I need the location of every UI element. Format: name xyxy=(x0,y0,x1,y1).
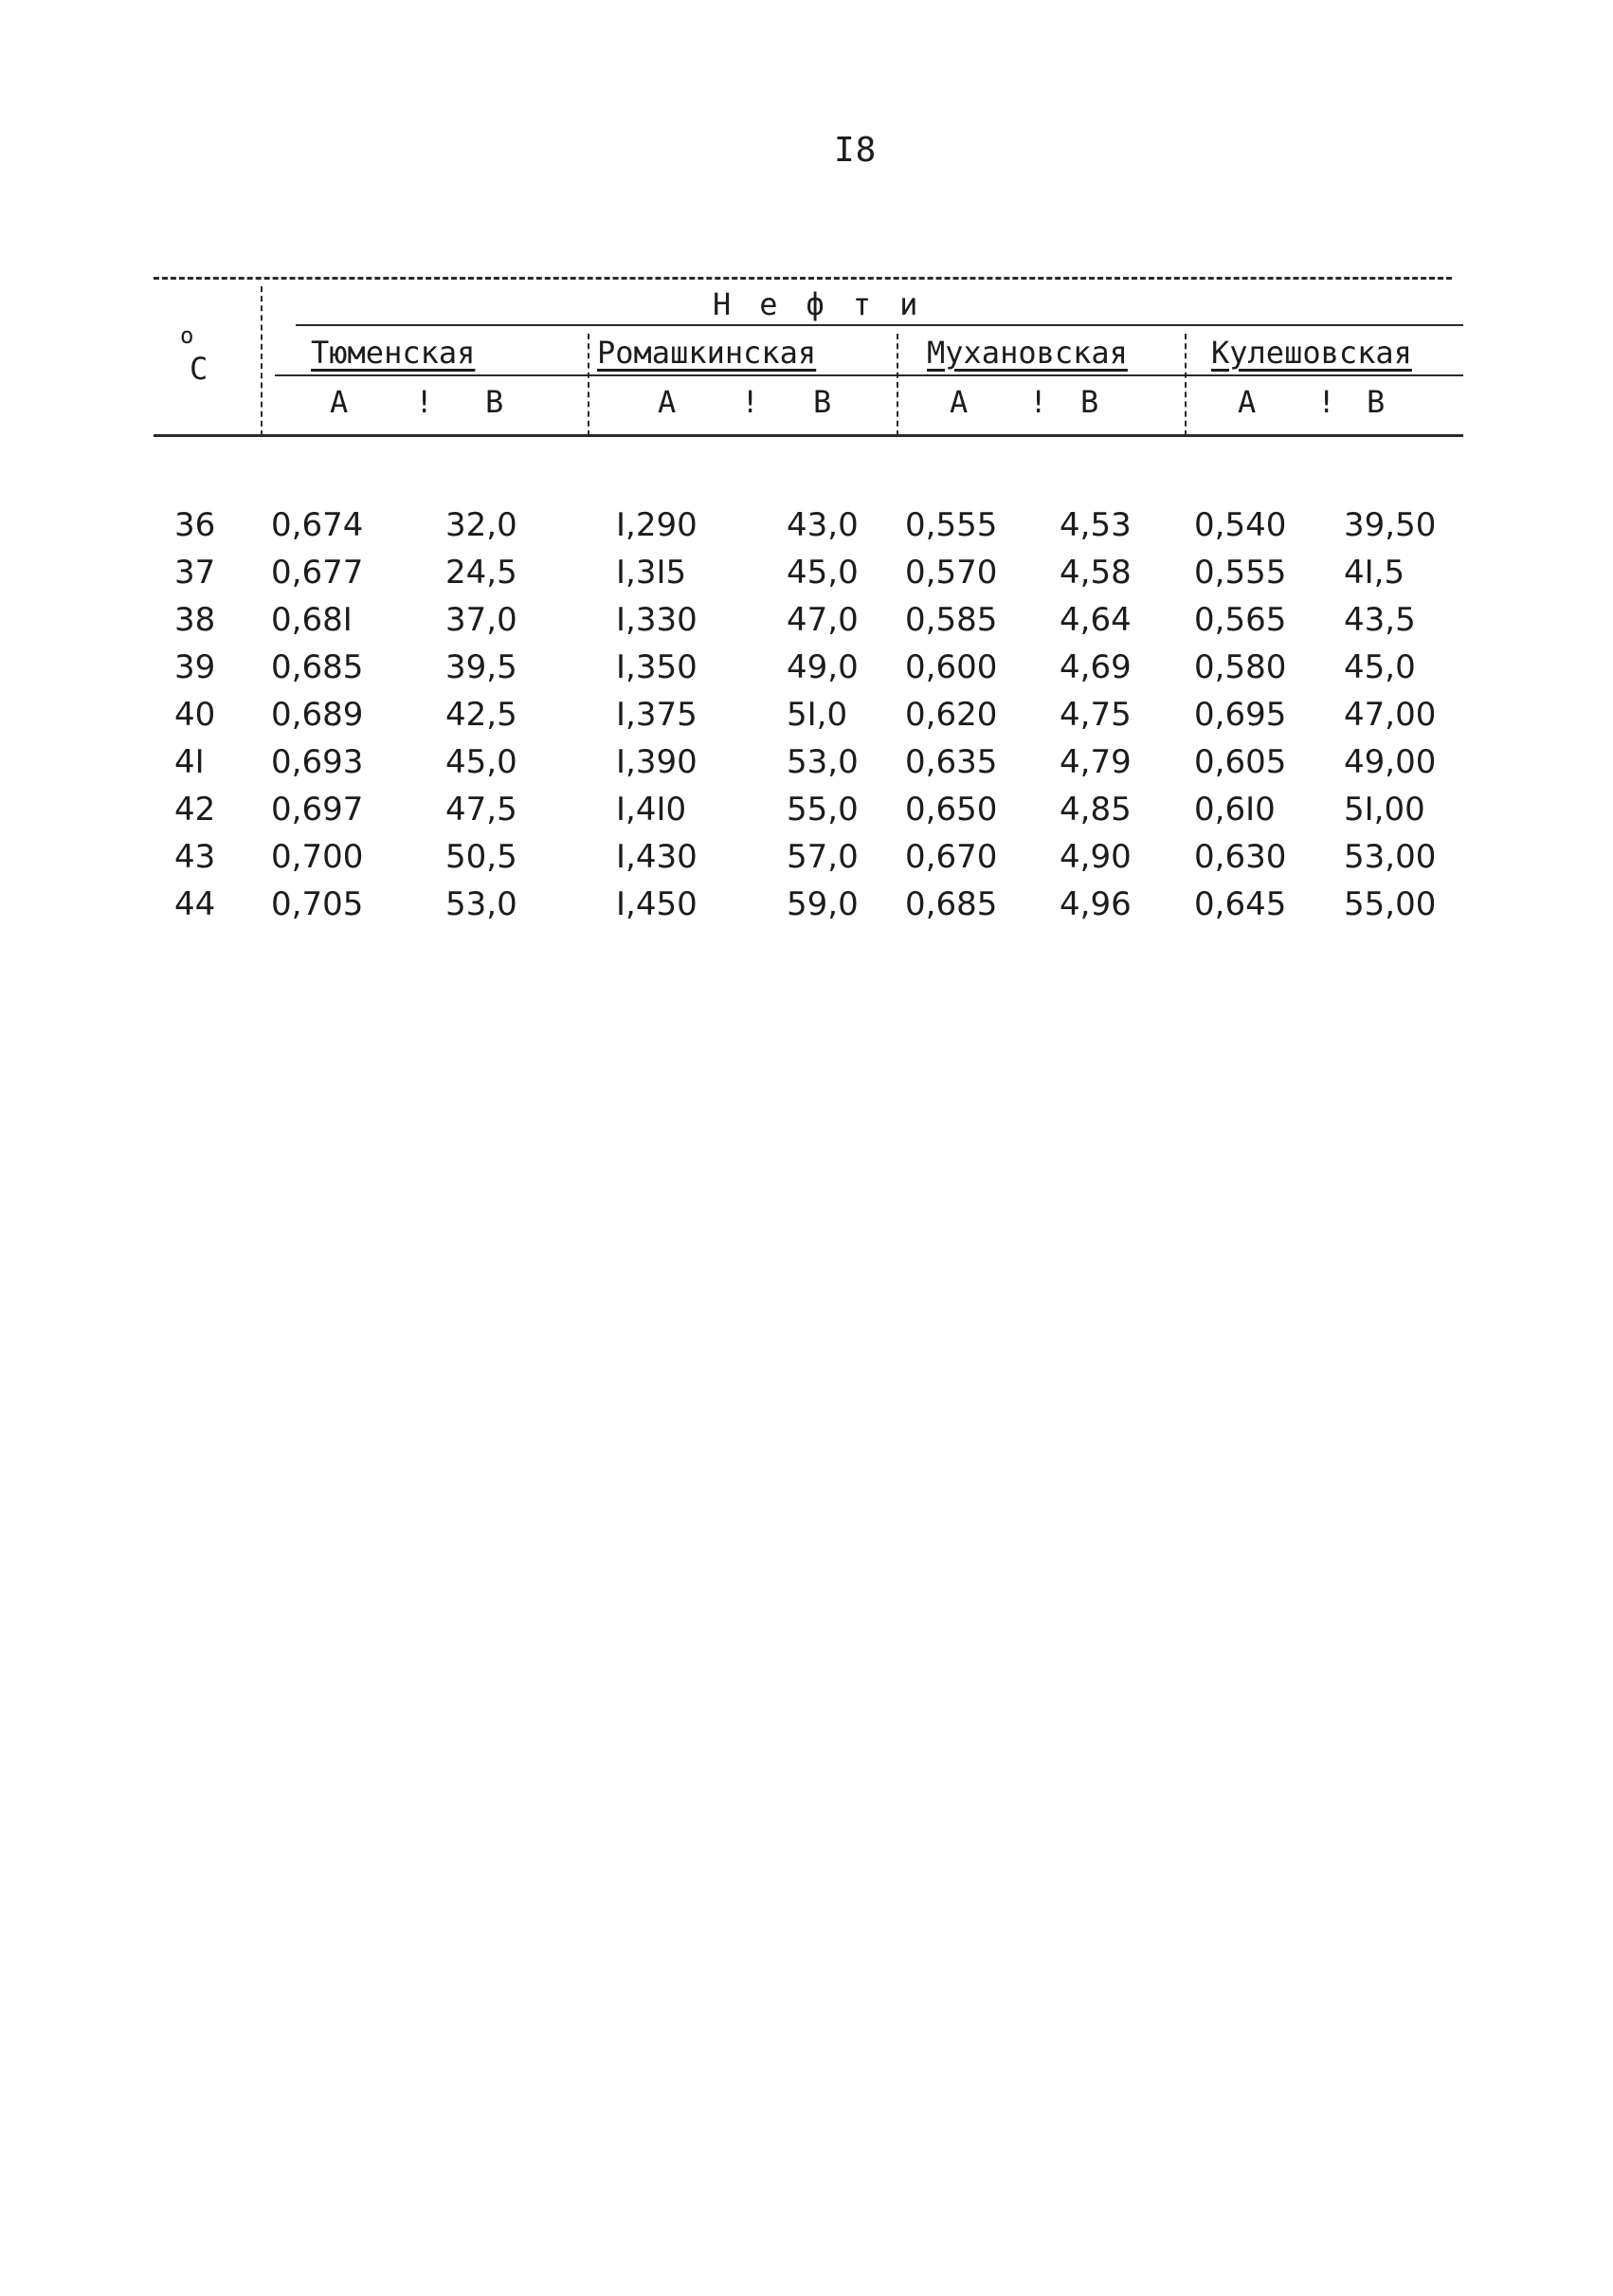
table-cell: 42,5 xyxy=(445,696,517,734)
table-cell: I,3I5 xyxy=(616,554,687,592)
table-cell: 0,705 xyxy=(271,885,364,923)
table-cell: 5I,00 xyxy=(1344,791,1425,829)
table-cell: 0,693 xyxy=(271,743,364,781)
table-cell: 39,50 xyxy=(1344,506,1437,544)
table-cell: I,430 xyxy=(616,838,698,876)
table-cell: 4,96 xyxy=(1060,885,1132,923)
table-cell: 4,75 xyxy=(1060,696,1132,734)
row-temperature: 40 xyxy=(174,696,216,734)
table-cell: 0,620 xyxy=(905,696,998,734)
table-cell: 0,585 xyxy=(905,601,998,639)
table-cell: 0,68I xyxy=(271,601,353,639)
sub-label-a: А xyxy=(658,384,677,420)
table-cell: 24,5 xyxy=(445,554,517,592)
group-label-tyumenskaya: Тюменская xyxy=(311,335,476,371)
sub-label-b: В xyxy=(1367,384,1386,420)
table-cell: 0,685 xyxy=(271,648,364,686)
table-cell: 55,0 xyxy=(787,791,859,829)
sub-label-a: А xyxy=(330,384,349,420)
table-cell: 53,0 xyxy=(445,885,517,923)
table-cell: 59,0 xyxy=(787,885,859,923)
table-cell: 45,0 xyxy=(445,743,517,781)
column-separator-group-4 xyxy=(1185,334,1187,436)
table-cell: 0,650 xyxy=(905,791,998,829)
table-cell: 0,685 xyxy=(905,885,998,923)
sub-separator: ! xyxy=(741,384,760,420)
table-cell: 4,85 xyxy=(1060,791,1132,829)
table-cell: 0,600 xyxy=(905,648,998,686)
table-cell: 43,5 xyxy=(1344,601,1416,639)
table-cell: I,350 xyxy=(616,648,698,686)
row-temperature: 38 xyxy=(174,601,216,639)
table-cell: 0,555 xyxy=(1194,554,1287,592)
table-cell: 4,64 xyxy=(1060,601,1132,639)
table-cell: 49,0 xyxy=(787,648,859,686)
group-label-romashkinskaya: Ромашкинская xyxy=(597,335,817,371)
table-cell: 0,570 xyxy=(905,554,998,592)
table-cell: 0,555 xyxy=(905,506,998,544)
group-label-mukhanovskaya: Мухановская xyxy=(927,335,1128,371)
table-cell: 53,00 xyxy=(1344,838,1437,876)
table-top-rule xyxy=(154,277,1452,280)
sub-label-a: А xyxy=(950,384,969,420)
table-cell: 47,0 xyxy=(787,601,859,639)
table-cell: 0,700 xyxy=(271,838,364,876)
row-temperature: 37 xyxy=(174,554,216,592)
table-cell: 0,565 xyxy=(1194,601,1287,639)
table-cell: 4,69 xyxy=(1060,648,1132,686)
table-cell: 0,6I0 xyxy=(1194,791,1276,829)
table-cell: I,330 xyxy=(616,601,698,639)
row-temperature: 39 xyxy=(174,648,216,686)
column-separator-group-3 xyxy=(897,334,898,436)
sub-separator: ! xyxy=(1029,384,1048,420)
table-cell: 37,0 xyxy=(445,601,517,639)
top-header-rule xyxy=(296,324,1463,326)
column-separator-group-2 xyxy=(588,334,589,436)
table-cell: 55,00 xyxy=(1344,885,1437,923)
column-separator-temp xyxy=(261,286,263,436)
group-label-kuleshovskaya: Кулешовская xyxy=(1211,335,1412,371)
row-temperature: 36 xyxy=(174,506,216,544)
group-header-rule xyxy=(275,374,1463,376)
page-number: I8 xyxy=(834,131,878,170)
table-cell: 47,5 xyxy=(445,791,517,829)
table-cell: I,390 xyxy=(616,743,698,781)
table-cell: 0,697 xyxy=(271,791,364,829)
table-cell: 0,674 xyxy=(271,506,364,544)
table-cell: 47,00 xyxy=(1344,696,1437,734)
sub-label-b: В xyxy=(1080,384,1099,420)
row-temperature: 42 xyxy=(174,791,216,829)
table-cell: 4,79 xyxy=(1060,743,1132,781)
table-cell: 43,0 xyxy=(787,506,859,544)
sub-label-b: В xyxy=(813,384,832,420)
table-cell: 49,00 xyxy=(1344,743,1437,781)
table-cell: 0,630 xyxy=(1194,838,1287,876)
table-cell: 0,677 xyxy=(271,554,364,592)
temperature-unit: C xyxy=(190,351,208,387)
table-cell: 0,695 xyxy=(1194,696,1287,734)
sub-label-b: В xyxy=(485,384,504,420)
row-temperature: 44 xyxy=(174,885,216,923)
table-cell: 4,58 xyxy=(1060,554,1132,592)
sub-separator: ! xyxy=(415,384,434,420)
table-cell: 0,670 xyxy=(905,838,998,876)
table-cell: 45,0 xyxy=(787,554,859,592)
table-top-header: Нефти xyxy=(713,286,947,322)
table-cell: 39,5 xyxy=(445,648,517,686)
table-cell: I,450 xyxy=(616,885,698,923)
table-cell: 53,0 xyxy=(787,743,859,781)
table-cell: I,290 xyxy=(616,506,698,544)
table-cell: 32,0 xyxy=(445,506,517,544)
table-cell: 5I,0 xyxy=(787,696,848,734)
table-cell: I,375 xyxy=(616,696,698,734)
row-temperature: 43 xyxy=(174,838,216,876)
table-cell: 45,0 xyxy=(1344,648,1416,686)
table-cell: 0,580 xyxy=(1194,648,1287,686)
table-cell: 0,635 xyxy=(905,743,998,781)
table-cell: 0,645 xyxy=(1194,885,1287,923)
temperature-degree-symbol: o xyxy=(180,322,194,349)
table-cell: 0,689 xyxy=(271,696,364,734)
table-cell: I,4I0 xyxy=(616,791,687,829)
sub-label-a: А xyxy=(1238,384,1257,420)
table-cell: 4,90 xyxy=(1060,838,1132,876)
table-cell: 0,540 xyxy=(1194,506,1287,544)
table-cell: 50,5 xyxy=(445,838,517,876)
table-header-bottom-rule xyxy=(154,434,1463,437)
row-temperature: 4I xyxy=(174,743,205,781)
sub-separator: ! xyxy=(1317,384,1336,420)
table-cell: 0,605 xyxy=(1194,743,1287,781)
table-cell: 4,53 xyxy=(1060,506,1132,544)
table-cell: 4I,5 xyxy=(1344,554,1405,592)
table-cell: 57,0 xyxy=(787,838,859,876)
